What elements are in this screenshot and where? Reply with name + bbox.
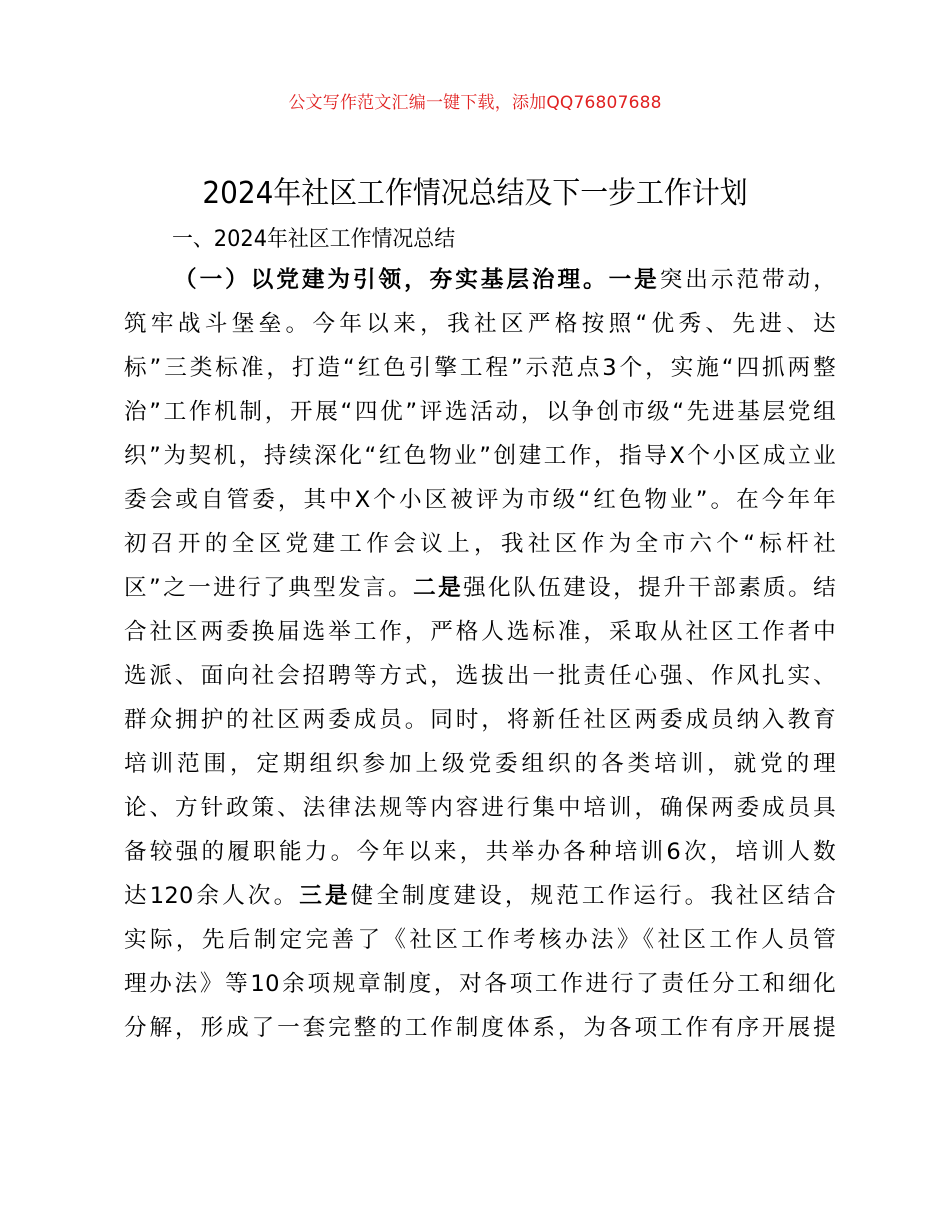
text-run: 达120余人次。 — [124, 883, 300, 909]
text-line — [124, 918, 836, 962]
text-line — [124, 346, 836, 390]
text-run: 区”之一进行了典型发言。 — [124, 575, 414, 601]
bold-text-run: 三是 — [299, 883, 351, 909]
text-run: 选派、面向社会招聘等方式，选拔出一批责任心强、作风扎实、 — [124, 663, 836, 689]
text-line — [124, 654, 836, 698]
text-line — [124, 962, 836, 1006]
bold-text-run: 一是 — [608, 267, 660, 293]
text-line — [124, 874, 836, 918]
text-run: 分解，形成了一套完整的工作制度体系，为各项工作有序开展提 — [124, 1015, 836, 1041]
text-run: 初召开的全区党建工作会议上，我社区作为全市六个“标杆社 — [124, 531, 836, 557]
text-run: 筑牢战斗堡垒。今年以来，我社区严格按照“优秀、先进、达 — [124, 311, 836, 337]
text-run: 治”工作机制，开展“四优”评选活动，以争创市级“先进基层党组 — [124, 399, 836, 425]
text-run: 合社区两委换届选举工作，严格人选标准，采取从社区工作者中 — [124, 619, 836, 645]
text-line — [124, 610, 836, 654]
text-run: 备较强的履职能力。今年以来，共举办各种培训6次，培训人数 — [124, 839, 836, 865]
text-line — [124, 830, 836, 874]
text-line — [124, 434, 836, 478]
section-heading-1: 一、2024年社区工作情况总结 — [172, 227, 456, 252]
text-line — [124, 1006, 836, 1050]
text-line — [124, 742, 836, 786]
text-line — [124, 258, 836, 302]
text-line — [124, 390, 836, 434]
document-title: 2024年社区工作情况总结及下一步工作计划 — [202, 176, 748, 211]
text-run: 标”三类标准，打造“红色引擎工程”示范点3个，实施“四抓两整 — [124, 355, 836, 381]
text-run: 论、方针政策、法律法规等内容进行集中培训，确保两委成员具 — [124, 795, 836, 821]
text-line — [124, 302, 836, 346]
text-run: 强化队伍建设，提升干部素质。结 — [463, 575, 836, 601]
text-run: 理办法》等10余项规章制度，对各项工作进行了责任分工和细化 — [124, 971, 836, 997]
text-line — [124, 478, 836, 522]
text-run: 健全制度建设，规范工作运行。我社区结合 — [350, 883, 836, 909]
text-run: 突出示范带动， — [659, 267, 836, 293]
bold-text-run: （一）以党建为引领，夯实基层治理。 — [174, 267, 609, 293]
paragraph-1 — [124, 258, 836, 1050]
text-run: 实际，先后制定完善了《社区工作考核办法》《社区工作人员管 — [124, 927, 836, 953]
text-run: 群众拥护的社区两委成员。同时，将新任社区两委成员纳入教育 — [124, 707, 836, 733]
download-watermark: 公文写作范文汇编一键下载，添加QQ76807688 — [288, 93, 662, 113]
text-run: 培训范围，定期组织参加上级党委组织的各类培训，就党的理 — [124, 751, 836, 777]
text-run: 织”为契机，持续深化“红色物业”创建工作，指导X个小区成立业 — [124, 443, 836, 469]
text-line — [124, 522, 836, 566]
text-run: 委会或自管委，其中X个小区被评为市级“红色物业”。在今年年 — [124, 487, 836, 513]
text-line — [124, 698, 836, 742]
text-line — [124, 566, 836, 610]
text-line — [124, 786, 836, 830]
bold-text-run: 二是 — [413, 575, 464, 601]
